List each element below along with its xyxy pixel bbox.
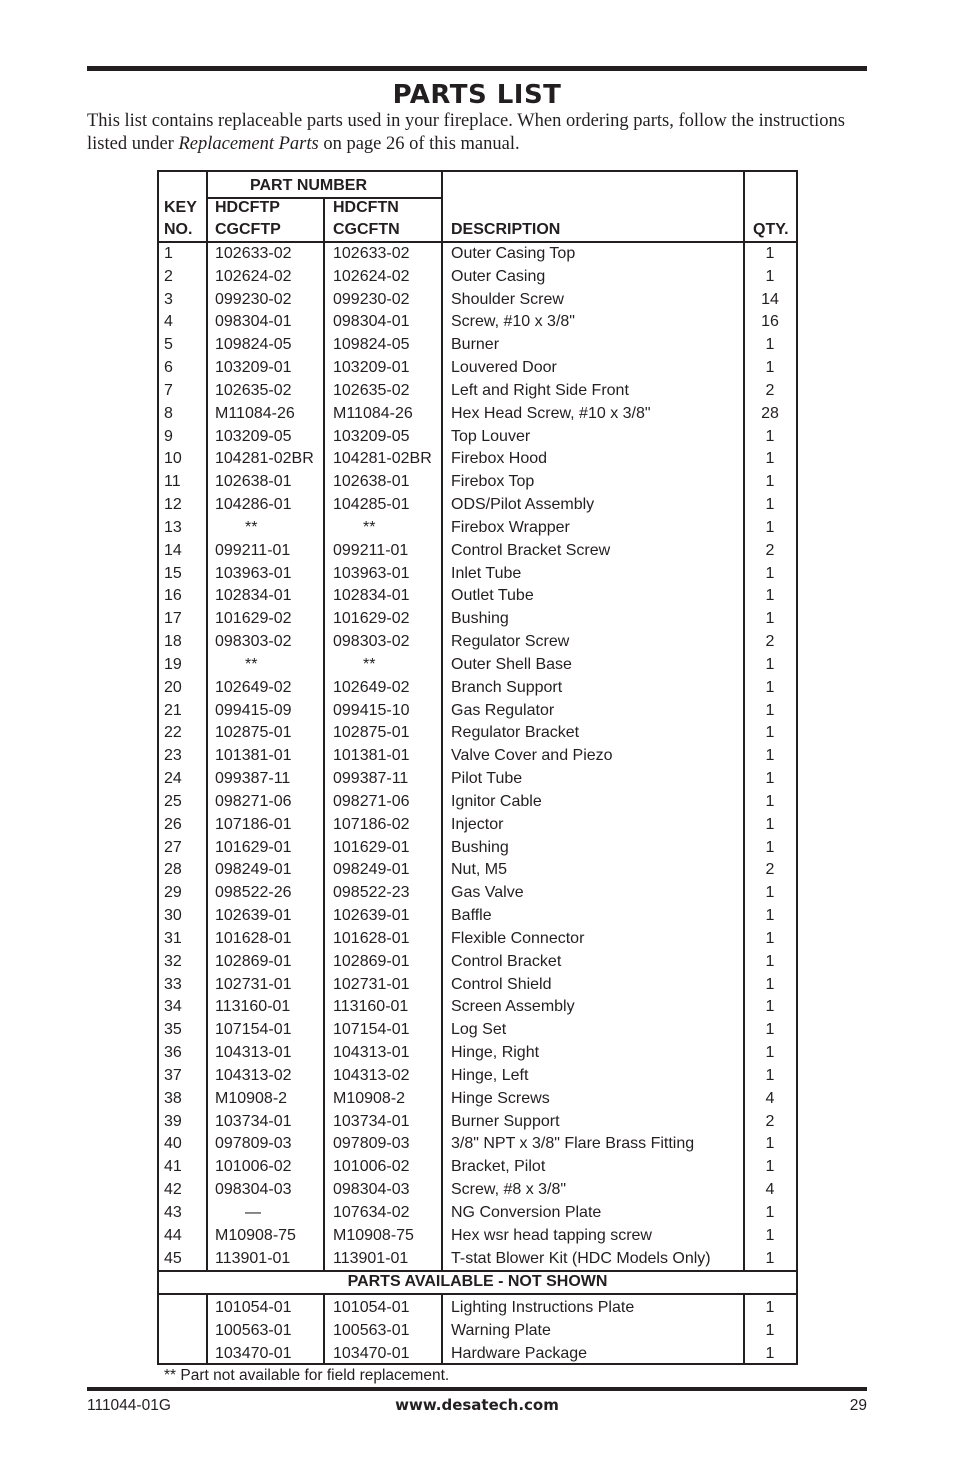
description-cell: Hinge Screws	[451, 1089, 550, 1107]
header-col-a-line2: CGCFTP	[215, 221, 281, 238]
key-number-cell: 34	[164, 998, 182, 1016]
quantity-cell: 2	[765, 633, 775, 651]
quantity-cell: 1	[765, 245, 775, 262]
key-number-cell: 36	[164, 1044, 182, 1062]
part-number-b-cell: M11084-26	[333, 404, 413, 422]
key-number-cell: 4	[164, 313, 173, 331]
key-number-cell: 32	[164, 952, 182, 970]
key-number-cell: 7	[164, 381, 173, 399]
part-number-b-cell: 102633-02	[333, 245, 410, 262]
part-number-a-cell: 098249-01	[215, 861, 292, 879]
part-number-b-cell: 104285-01	[333, 496, 410, 514]
description-cell: Outlet Tube	[451, 587, 534, 605]
description-cell: Warning Plate	[451, 1321, 551, 1339]
bottom-rule	[87, 1387, 867, 1391]
key-number-cell: 26	[164, 815, 182, 833]
part-number-b-cell: 107154-01	[333, 1021, 410, 1039]
part-number-b-cell: 113160-01	[333, 998, 409, 1016]
part-number-a-cell: 102869-01	[215, 952, 292, 970]
part-number-a-cell: 101629-02	[215, 610, 292, 628]
part-number-b-cell: 109824-05	[333, 336, 410, 354]
part-number-b-cell: 107634-02	[333, 1203, 410, 1221]
key-number-cell: 35	[164, 1021, 182, 1039]
intro-reference: Replacement Parts	[178, 134, 319, 154]
header-key-line1: KEY	[164, 199, 197, 216]
description-cell: Left and Right Side Front	[451, 381, 629, 399]
quantity-cell: 2	[765, 541, 775, 559]
quantity-cell: 1	[765, 1321, 775, 1339]
part-number-a-cell: 099211-01	[215, 541, 291, 559]
column-divider-desc-lower	[441, 1294, 443, 1365]
part-number-b-cell: 098304-01	[333, 313, 410, 331]
intro-text-end: on page 26 of this manual.	[318, 134, 520, 154]
key-number-cell: 1	[164, 245, 173, 262]
description-cell: Control Shield	[451, 975, 552, 993]
key-number-cell: 13	[164, 518, 182, 536]
key-number-cell: 16	[164, 587, 182, 605]
quantity-cell: 2	[765, 1112, 775, 1130]
description-cell: ODS/Pilot Assembly	[451, 496, 595, 514]
description-cell: Burner	[451, 336, 500, 354]
key-number-cell: 28	[164, 861, 182, 879]
description-cell: Control Bracket	[451, 952, 562, 970]
key-number-cell: 8	[164, 404, 173, 422]
description-cell: Louvered Door	[451, 359, 557, 377]
quantity-cell: 1	[765, 998, 775, 1016]
column-divider-key	[206, 170, 208, 1271]
description-cell: Shoulder Screw	[451, 290, 564, 308]
key-number-cell: 11	[164, 473, 181, 491]
quantity-cell: 28	[761, 404, 779, 422]
quantity-cell: 1	[765, 450, 775, 468]
quantity-cell: 1	[765, 359, 775, 377]
quantity-cell: 1	[765, 770, 775, 788]
key-number-cell: 25	[164, 792, 182, 810]
header-col-b-line1: HDCFTN	[333, 199, 399, 216]
part-number-a-cell: 100563-01	[215, 1321, 292, 1339]
quantity-cell: 1	[765, 655, 775, 673]
description-cell: Branch Support	[451, 678, 563, 696]
part-number-b-cell: 103963-01	[333, 564, 410, 582]
part-number-b-cell: 099211-01	[333, 541, 409, 559]
part-number-b-cell: 098249-01	[333, 861, 410, 879]
description-cell: Control Bracket Screw	[451, 541, 611, 559]
quantity-cell: 1	[765, 427, 775, 445]
part-number-b-cell: 102875-01	[333, 724, 410, 742]
part-number-a-cell: 103209-01	[215, 359, 292, 377]
description-cell: Outer Shell Base	[451, 655, 572, 673]
part-number-a-cell: 101381-01	[215, 747, 292, 765]
key-number-cell: 44	[164, 1226, 182, 1244]
part-number-b-cell: 103734-01	[333, 1112, 410, 1130]
key-number-cell: 3	[164, 290, 173, 308]
part-number-a-cell: —	[245, 1203, 261, 1221]
quantity-cell: 1	[765, 1044, 775, 1062]
description-cell: Bushing	[451, 610, 509, 628]
description-cell: 3/8" NPT x 3/8" Flare Brass Fitting	[451, 1135, 695, 1153]
part-number-a-cell: **	[245, 655, 258, 673]
part-number-b-cell: 098522-23	[333, 884, 410, 902]
part-number-b-cell: 103209-01	[333, 359, 410, 377]
key-number-cell: 41	[164, 1158, 182, 1176]
section-rule-bottom	[157, 1293, 798, 1295]
column-divider-a-lower	[323, 1294, 325, 1365]
quantity-cell: 1	[765, 792, 775, 810]
header-part-number: PART NUMBER	[250, 177, 368, 194]
description-cell: Top Louver	[451, 427, 531, 445]
part-number-b-cell: 102869-01	[333, 952, 410, 970]
key-number-cell: 27	[164, 838, 182, 856]
part-number-b-cell: 097809-03	[333, 1135, 410, 1153]
key-number-cell: 5	[164, 336, 173, 354]
quantity-cell: 1	[765, 564, 775, 582]
part-number-a-cell: 102633-02	[215, 245, 292, 262]
part-number-a-cell: 102624-02	[215, 267, 292, 285]
key-number-cell: 20	[164, 678, 182, 696]
part-number-b-cell: 113901-01	[333, 1249, 409, 1267]
part-number-b-cell: 098303-02	[333, 633, 410, 651]
part-number-a-cell: 102834-01	[215, 587, 292, 605]
description-cell: Pilot Tube	[451, 770, 523, 788]
part-number-a-cell: 103963-01	[215, 564, 292, 582]
description-cell: NG Conversion Plate	[451, 1203, 602, 1221]
part-number-b-cell: 102834-01	[333, 587, 410, 605]
part-number-a-cell: 098271-06	[215, 792, 292, 810]
quantity-cell: 1	[765, 473, 775, 491]
key-number-cell: 23	[164, 747, 182, 765]
key-number-cell: 17	[164, 610, 182, 628]
part-number-a-cell: **	[245, 518, 258, 536]
quantity-cell: 4	[765, 1181, 775, 1199]
key-number-cell: 10	[164, 450, 182, 468]
part-number-a-cell: 098304-03	[215, 1181, 292, 1199]
quantity-cell: 1	[765, 701, 775, 719]
key-number-cell: 43	[164, 1203, 182, 1221]
description-cell: Lighting Instructions Plate	[451, 1299, 635, 1316]
part-number-a-cell: 102638-01	[215, 473, 292, 491]
key-number-cell: 22	[164, 724, 182, 742]
key-number-cell: 18	[164, 633, 182, 651]
description-cell: Outer Casing	[451, 267, 546, 285]
quantity-cell: 1	[765, 838, 775, 856]
description-cell: Bushing	[451, 838, 509, 856]
quantity-cell: 1	[765, 496, 775, 514]
quantity-cell: 1	[765, 929, 775, 947]
part-number-b-cell: 101628-01	[333, 929, 410, 947]
part-number-a-cell: 099230-02	[215, 290, 292, 308]
key-number-cell: 15	[164, 564, 182, 582]
part-number-b-cell: 104313-01	[333, 1044, 410, 1062]
description-cell: Screw, #10 x 3/8"	[451, 313, 575, 331]
part-number-a-cell: M10908-75	[215, 1226, 296, 1244]
part-number-a-cell: 098304-01	[215, 313, 292, 331]
part-number-a-cell: 101054-01	[215, 1299, 292, 1316]
description-cell: Firebox Hood	[451, 450, 548, 468]
key-number-cell: 12	[164, 496, 182, 514]
description-cell: Burner Support	[451, 1112, 560, 1130]
part-number-b-cell: 100563-01	[333, 1321, 410, 1339]
part-number-a-cell: 099387-11	[215, 770, 291, 788]
quantity-cell: 16	[761, 313, 779, 331]
description-cell: Nut, M5	[451, 861, 508, 879]
quantity-cell: 1	[765, 1135, 775, 1153]
description-cell: Injector	[451, 815, 504, 833]
part-number-b-cell: 101629-01	[333, 838, 410, 856]
part-number-a-cell: M10908-2	[215, 1089, 288, 1107]
intro-text-start: This list contains replaceable parts used in your fireplace. When ordering parts, follow the instructions listed under	[87, 111, 845, 154]
quantity-cell: 1	[765, 1203, 775, 1221]
document-number: 111044-01G	[87, 1397, 171, 1414]
header-key-line2: NO.	[164, 221, 193, 238]
header-qty: QTY.	[753, 221, 789, 238]
section-rule-top	[157, 1270, 798, 1272]
part-number-b-cell: 107186-02	[333, 815, 410, 833]
key-number-cell: 6	[164, 359, 173, 377]
description-cell: Valve Cover and Piezo	[451, 747, 613, 765]
description-cell: Inlet Tube	[451, 564, 522, 582]
description-cell: Outer Casing Top	[451, 245, 576, 262]
part-number-a-cell: 113160-01	[215, 998, 291, 1016]
key-number-cell: 2	[164, 267, 173, 285]
part-number-b-cell: 103470-01	[333, 1344, 410, 1362]
part-number-b-cell: M10908-2	[333, 1089, 406, 1107]
part-number-b-cell: 102649-02	[333, 678, 410, 696]
key-number-cell: 45	[164, 1249, 182, 1267]
quantity-cell: 1	[765, 1249, 775, 1267]
not-shown-section-label: PARTS AVAILABLE - NOT SHOWN	[347, 1273, 608, 1290]
quantity-cell: 1	[765, 884, 775, 902]
quantity-cell: 1	[765, 1066, 775, 1084]
description-cell: Ignitor Cable	[451, 792, 542, 810]
quantity-cell: 4	[765, 1089, 775, 1107]
quantity-cell: 1	[765, 1299, 775, 1316]
key-number-cell: 31	[164, 929, 182, 947]
part-number-a-cell: 098303-02	[215, 633, 292, 651]
description-cell: Hardware Package	[451, 1344, 588, 1362]
part-number-a-cell: 102639-01	[215, 907, 292, 925]
key-number-cell: 42	[164, 1181, 182, 1199]
key-number-cell: 19	[164, 655, 182, 673]
description-cell: Hex wsr head tapping screw	[451, 1226, 652, 1244]
part-number-b-cell: **	[363, 518, 376, 536]
description-cell: Gas Regulator	[451, 701, 555, 719]
part-number-b-cell: 099387-11	[333, 770, 409, 788]
description-cell: Hinge, Left	[451, 1066, 529, 1084]
quantity-cell: 1	[765, 952, 775, 970]
description-cell: Firebox Top	[451, 473, 535, 491]
part-number-b-cell: **	[363, 655, 376, 673]
footnote: ** Part not available for field replacement.	[164, 1367, 450, 1384]
part-number-a-cell: 102649-02	[215, 678, 292, 696]
key-number-cell: 30	[164, 907, 182, 925]
part-number-b-cell: 102731-01	[333, 975, 410, 993]
quantity-cell: 1	[765, 907, 775, 925]
part-number-a-cell: 109824-05	[215, 336, 292, 354]
part-number-b-cell: 099415-10	[333, 701, 410, 719]
part-number-b-cell: 098271-06	[333, 792, 410, 810]
part-number-b-cell: M10908-75	[333, 1226, 414, 1244]
quantity-cell: 1	[765, 610, 775, 628]
part-number-a-cell: 101628-01	[215, 929, 292, 947]
description-cell: Flexible Connector	[451, 929, 585, 947]
description-cell: Bracket, Pilot	[451, 1158, 546, 1176]
part-number-a-cell: 101629-01	[215, 838, 292, 856]
column-divider-desc	[441, 170, 443, 1271]
part-number-b-cell: 104281-02BR	[333, 450, 432, 468]
quantity-cell: 1	[765, 587, 775, 605]
part-number-b-cell: 103209-05	[333, 427, 410, 445]
description-cell: Screw, #8 x 3/8"	[451, 1181, 567, 1199]
part-number-b-cell: 104313-02	[333, 1066, 410, 1084]
key-number-cell: 9	[164, 427, 173, 445]
description-cell: Firebox Wrapper	[451, 518, 570, 536]
header-rule-bottom	[157, 241, 798, 243]
parts-table	[157, 170, 798, 1365]
quantity-cell: 1	[765, 1021, 775, 1039]
key-number-cell: 29	[164, 884, 182, 902]
part-number-a-cell: 098522-26	[215, 884, 292, 902]
header-col-b-line2: CGCFTN	[333, 221, 400, 238]
part-number-a-cell: 103209-05	[215, 427, 292, 445]
part-number-a-cell: 104313-01	[215, 1044, 292, 1062]
key-number-cell: 40	[164, 1135, 182, 1153]
page-number: 29	[849, 1397, 867, 1414]
quantity-cell: 2	[765, 381, 775, 399]
description-cell: Hex Head Screw, #10 x 3/8"	[451, 404, 651, 422]
part-number-a-cell: 104313-02	[215, 1066, 292, 1084]
part-number-a-cell: 103470-01	[215, 1344, 292, 1362]
quantity-cell: 1	[765, 724, 775, 742]
part-number-b-cell: 102638-01	[333, 473, 410, 491]
top-rule	[87, 66, 867, 71]
part-number-b-cell: 101629-02	[333, 610, 410, 628]
part-number-b-cell: 101006-02	[333, 1158, 410, 1176]
quantity-cell: 14	[761, 290, 779, 308]
part-number-a-cell: 099415-09	[215, 701, 292, 719]
quantity-cell: 1	[765, 1158, 775, 1176]
quantity-cell: 1	[765, 267, 775, 285]
quantity-cell: 2	[765, 861, 775, 879]
key-number-cell: 21	[164, 701, 182, 719]
quantity-cell: 1	[765, 518, 775, 536]
part-number-b-cell: 098304-03	[333, 1181, 410, 1199]
description-cell: Hinge, Right	[451, 1044, 540, 1062]
part-number-b-cell: 101381-01	[333, 747, 410, 765]
part-number-a-cell: 102635-02	[215, 381, 292, 399]
header-description: DESCRIPTION	[451, 221, 561, 238]
part-number-a-cell: 101006-02	[215, 1158, 292, 1176]
key-number-cell: 38	[164, 1089, 182, 1107]
part-number-b-cell: 101054-01	[333, 1299, 410, 1316]
description-cell: Screen Assembly	[451, 998, 575, 1016]
key-number-cell: 33	[164, 975, 182, 993]
part-number-a-cell: 103734-01	[215, 1112, 292, 1130]
column-divider-key-lower	[206, 1294, 208, 1365]
header-col-a-line1: HDCFTP	[215, 199, 280, 216]
quantity-cell: 1	[765, 815, 775, 833]
part-number-a-cell: 102731-01	[215, 975, 292, 993]
description-cell: Baffle	[451, 907, 492, 925]
key-number-cell: 14	[164, 541, 182, 559]
description-cell: Gas Valve	[451, 884, 524, 902]
quantity-cell: 1	[765, 1344, 775, 1362]
key-number-cell: 37	[164, 1066, 182, 1084]
quantity-cell: 1	[765, 975, 775, 993]
website-link[interactable]: www.desatech.com	[395, 1396, 559, 1414]
quantity-cell: 1	[765, 678, 775, 696]
column-divider-a	[323, 198, 325, 1271]
part-number-a-cell: 107154-01	[215, 1021, 292, 1039]
part-number-b-cell: 102639-01	[333, 907, 410, 925]
quantity-cell: 1	[765, 747, 775, 765]
part-number-a-cell: 113901-01	[215, 1249, 291, 1267]
part-number-a-cell: 107186-01	[215, 815, 292, 833]
part-number-a-cell: 104281-02BR	[215, 450, 314, 468]
description-cell: Log Set	[451, 1021, 507, 1039]
description-cell: T-stat Blower Kit (HDC Models Only)	[451, 1249, 711, 1267]
part-number-b-cell: 102624-02	[333, 267, 410, 285]
key-number-cell: 24	[164, 770, 182, 788]
part-number-a-cell: 097809-03	[215, 1135, 292, 1153]
part-number-a-cell: 102875-01	[215, 724, 292, 742]
intro-paragraph	[87, 110, 877, 156]
description-cell: Regulator Screw	[451, 633, 570, 651]
part-number-a-cell: 104286-01	[215, 496, 292, 514]
part-number-b-cell: 102635-02	[333, 381, 410, 399]
page-title: PARTS LIST	[392, 80, 562, 110]
quantity-cell: 1	[765, 1226, 775, 1244]
part-number-a-cell: M11084-26	[215, 404, 295, 422]
description-cell: Regulator Bracket	[451, 724, 580, 742]
quantity-cell: 1	[765, 336, 775, 354]
key-number-cell: 39	[164, 1112, 182, 1130]
part-number-b-cell: 099230-02	[333, 290, 410, 308]
